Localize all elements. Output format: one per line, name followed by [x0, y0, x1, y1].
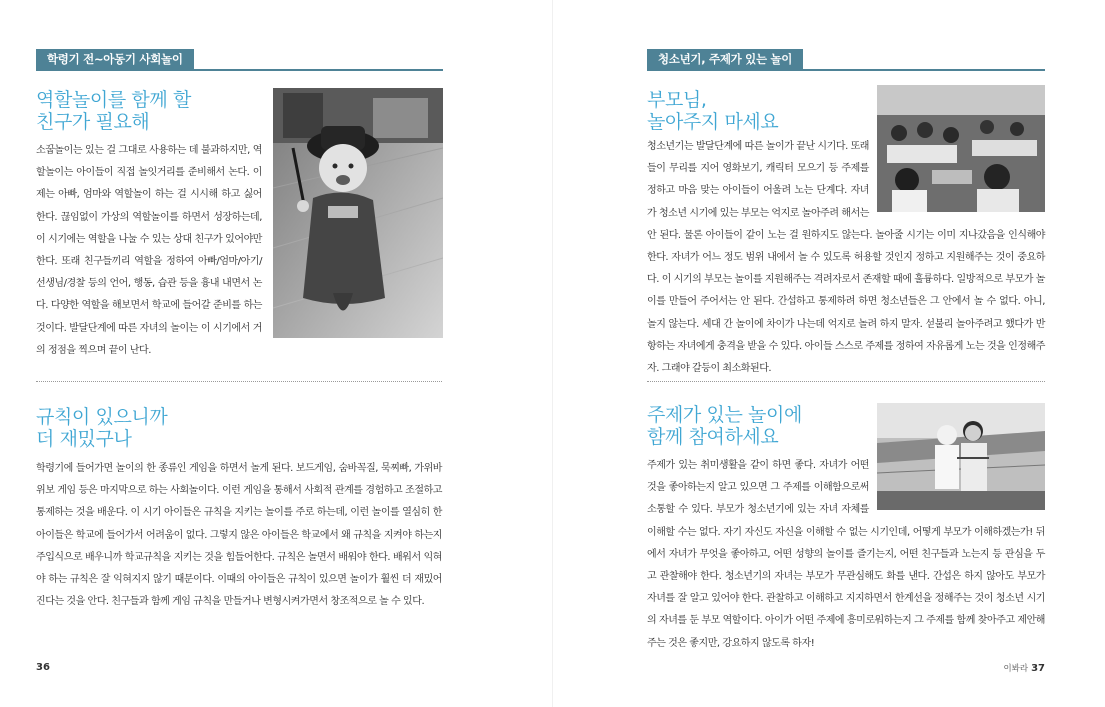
block1-text: 청소년기는 발달단계에 따른 놀이가 끝난 시기다. 또래들이 무리를 지어 영화보기, 캐릭터 모으기 등 주제를 정하고 마음 맞는 아이들이 어울려 노는 단계다. 자녀가 청소년 시기에 있는 부모는 억지로 놀아주려 해서는 안 된다. 물론 아이들이 같이 노는 걸 원하지도 않는다. 놀아줄 시기는 이미 지나갔음을 인식해야 한다. 자녀가 어느 정도 범위 내에서 놀 수 있도록 허용할 것인지 정하고 지원해주는 것이 중요하다. 이 시기의 부모는 놀이를 지원해주는 격려자로서 존재할 때에 훌륭하다. 일방적으로 부모가 놀이를 만들어 주어서는 안 된다. 간섭하고 통제하려 하면 청소년들은 그 안에서 놀 수 없다. 아니, 놀지 않는다. 세대 간 놀이에 차이가 나는데 억지로 놀려 하지 말자. 섣불리 놀아주려고 했다가 반항하는 자녀에게 충격을 받을 수 있다. 아이들 스스로 주제를 정하여 자유롭게 노는 것을 인정해주자. 그래야 갈등이 최소화된다.: [647, 136, 1045, 380]
magazine-name: 이봐라: [1003, 664, 1029, 674]
section-tab: 학령기 전~아동기 사회놀이: [36, 49, 194, 70]
block1-heading: 역할놀이를 함께 할 친구가 필요해: [36, 89, 191, 133]
section-rule: [647, 69, 1045, 71]
left-page: [0, 0, 552, 707]
photo-wrap-space: [869, 455, 1045, 515]
photo-wrap-space: [869, 136, 1045, 219]
section-rule: [36, 69, 443, 71]
section-divider: [36, 381, 442, 382]
block2-text: 학령기에 들어가면 놀이의 한 종류인 게임을 하면서 놀게 된다. 보드게임, 숨바꼭질, 묵찌빠, 가위바위보 게임 등은 마지막으로 하는 사회놀이다. 이런 게임을 통해서 사회적 관계를 경험하고 조절하고 통제하는 것을 배운다. 이 시기 아이들은 규칙을 지키는 놀이를 주로 하는데, 이런 놀이를 열심히 한 아이들은 학교에 들어가서 어려움이 없다. 그렇지 않은 아이들은 학교에서 왜 규칙을 지켜야 하는지 주입식으로 배우니까 학교규칙을 지키는 것을 힘들어한다. 규칙은 놀면서 배워야 한다. 배워서 익혀야 하는 규칙은 잘 익혀지지 않기 때문이다. 이때의 아이들은 규칙이 있으면 놀이가 훨씬 더 재밌어진다는 것을 안다. 친구들과 함께 게임 규칙을 만들거나 변형시켜가면서 창조적으로 놀 수 있다.: [36, 463, 442, 608]
block2-heading: 주제가 있는 놀이에 함께 참여하세요: [647, 404, 802, 448]
child-costume-photo: [273, 88, 443, 338]
block1-heading: 부모님, 놀아주지 마세요: [647, 89, 779, 133]
page-number: 36: [36, 662, 50, 673]
block2-text: 주제가 있는 취미생활을 같이 하면 좋다. 자녀가 어떤 것을 좋아하는지 알고 있으면 그 주제를 이해함으로써 소통할 수 있다. 부모가 청소년기에 있는 자녀 자체를 이해할 수는 없다. 자기 자신도 자신을 이해할 수 없는 시기인데, 어떻게 부모가 이해하겠는가! 뒤에서 자녀가 무엇을 좋아하고, 어떤 성향의 놀이를 즐기는지, 어떤 친구들과 노는지 등 관심을 두고 관찰해야 한다. 청소년기의 자녀는 부모가 무관심해도 화를 낸다. 간섭은 하지 않아도 부모가 자녀를 잘 알고 있어야 한다. 관찰하고 이해하고 지지하면서 한계선을 정해주는 것이 청소년 시기의 자녀를 둔 부모 역할이다. 아이가 어떤 주제에 흥미로워하는지 그 주제를 함께 찾아주고 제안해주는 것은 좋지만, 강요하지 않도록 하자!: [647, 455, 1045, 655]
section-divider: [647, 381, 1045, 382]
page-number: 이봐라 37: [1003, 663, 1045, 674]
block1-text: 소꿉놀이는 있는 걸 그대로 사용하는 데 불과하지만, 역할놀이는 아이들이 직접 놀잇거리를 준비해서 논다. 이제는 아빠, 엄마와 역할놀이 하는 걸 시시해 하고 싫어한다. 끊임없이 가상의 역할놀이를 하면서 성장하는데, 이 시기에는 역할을 나눌 수 있는 상대 친구가 있어야만 한다. 또래 친구들끼리 역할을 정하여 아빠/엄마/아기/선생님/경찰 등의 언어, 행동, 습관 등을 흉내 내면서 논다. 다양한 역할을 해보면서 학교에 들어갈 준비를 하는 것이다. 발달단계에 따른 자녀의 놀이는 이 시기에서 거의 정점을 찍으며 끝이 난다.: [36, 145, 262, 356]
block2-heading: 규칙이 있으니까 더 재밌구나: [36, 406, 168, 450]
section-tab: 청소년기, 주제가 있는 놀이: [647, 49, 803, 70]
right-page: [553, 0, 1105, 707]
